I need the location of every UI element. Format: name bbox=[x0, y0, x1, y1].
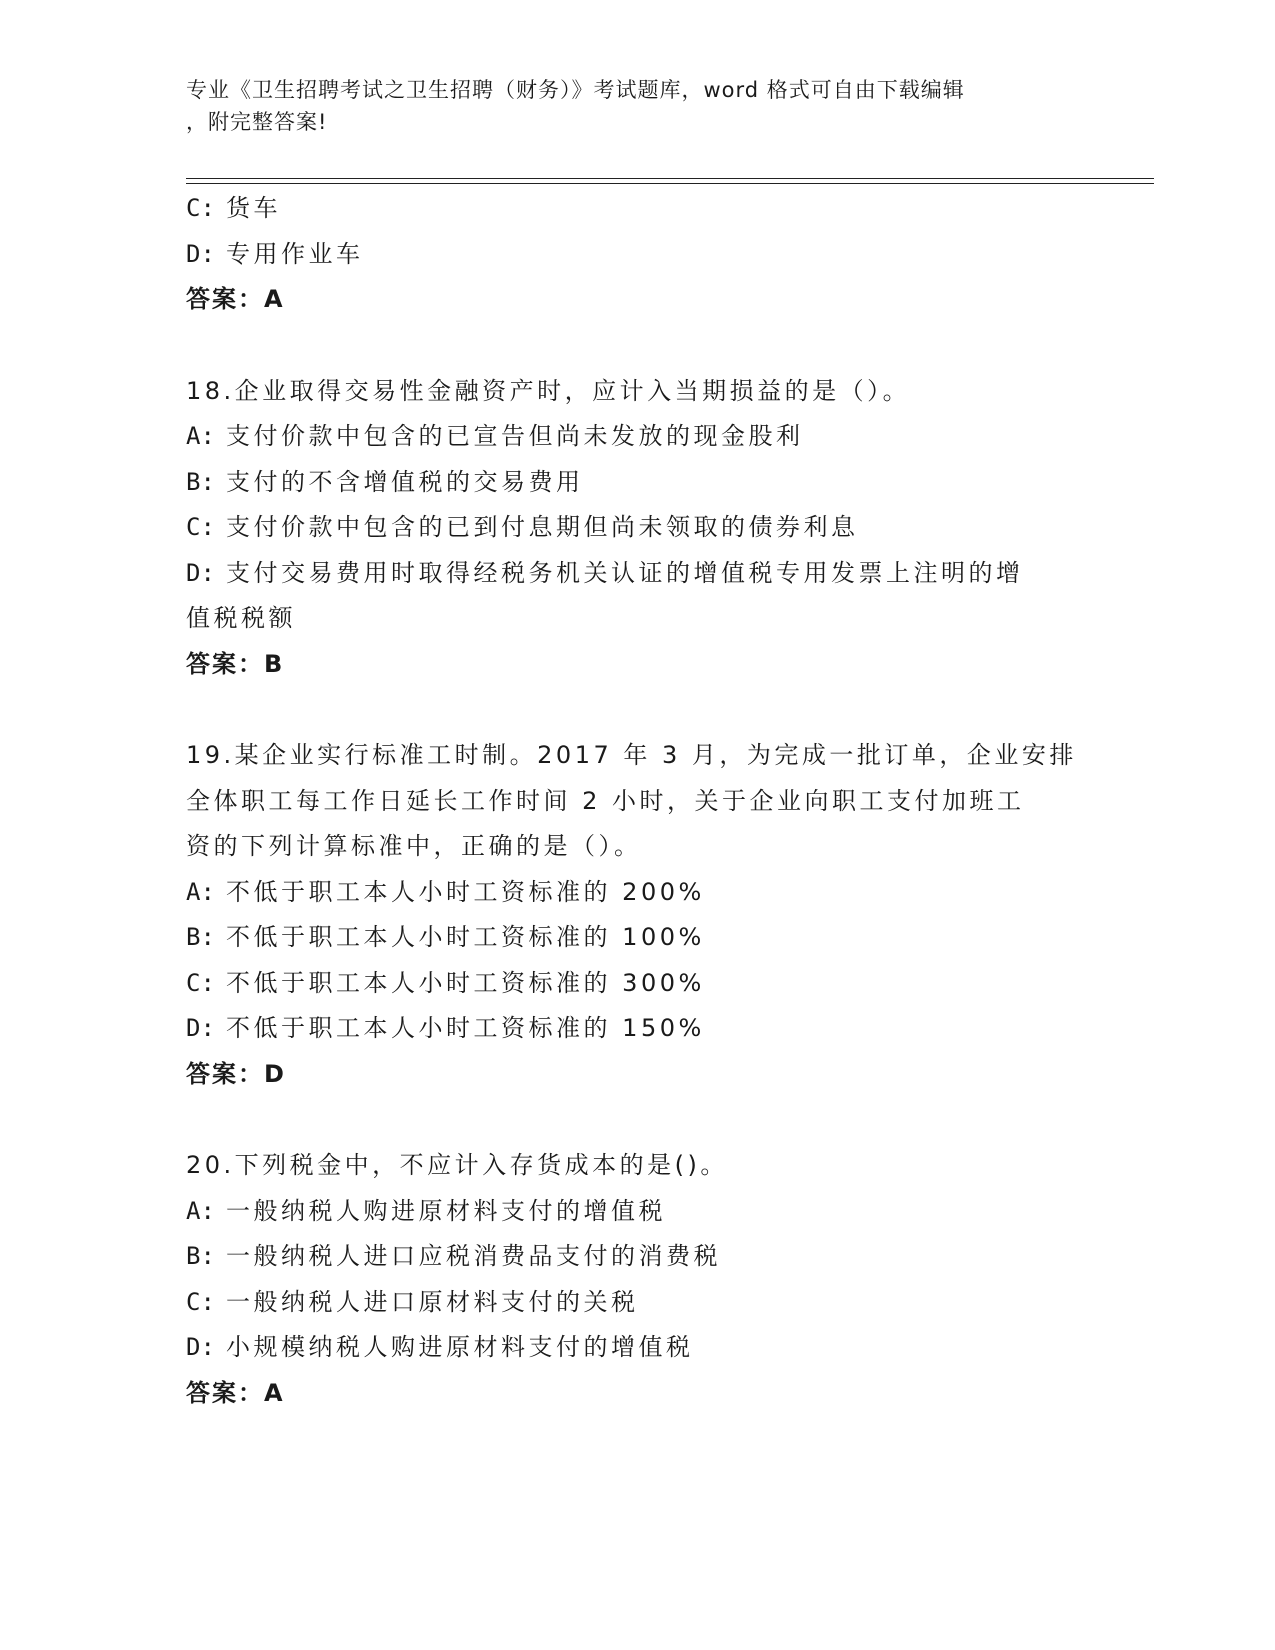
option-text: 支付价款中包含的已到付息期但尚未领取的债券利息 bbox=[226, 513, 859, 541]
question-17-continued bbox=[186, 186, 1086, 323]
option-text: 一般纳税人进口原材料支付的关税 bbox=[226, 1287, 639, 1316]
option-a bbox=[186, 1189, 1086, 1235]
option-text: 专用作业车 bbox=[226, 239, 364, 268]
option-d-continued: 值税税额 bbox=[186, 604, 296, 632]
option-text: 不低于职工本人小时工资标准的 300% bbox=[226, 968, 705, 997]
option-c bbox=[186, 1280, 1086, 1326]
option-text: 一般纳税人进口应税消费品支付的消费税 bbox=[226, 1242, 722, 1270]
header-line-2: ，附完整答案! bbox=[186, 110, 328, 134]
option-text: 不低于职工本人小时工资标准的 200% bbox=[226, 877, 705, 906]
question-19 bbox=[186, 733, 1086, 1097]
option-label: B: bbox=[186, 467, 215, 496]
question-stem: 18.企业取得交易性金融资产时，应计入当期损益的是（）。 bbox=[186, 376, 911, 405]
document-body bbox=[186, 186, 1086, 1416]
option-b bbox=[186, 915, 1086, 961]
option-label: D: bbox=[186, 1333, 215, 1361]
answer-line: 答案：A bbox=[186, 1378, 285, 1407]
document-header bbox=[186, 74, 1086, 138]
option-label: C: bbox=[186, 513, 215, 541]
header-line-1: 专业《卫生招聘考试之卫生招聘（财务）》考试题库，word 格式可自由下载编辑 bbox=[186, 78, 965, 102]
option-c bbox=[186, 505, 1086, 551]
option-text: 不低于职工本人小时工资标准的 150% bbox=[226, 1014, 705, 1042]
option-text: 支付交易费用时取得经税务机关认证的增值税专用发票上注明的增 bbox=[226, 558, 1024, 587]
question-20 bbox=[186, 1143, 1086, 1416]
option-label: A: bbox=[186, 877, 215, 906]
option-text: 货车 bbox=[226, 194, 282, 222]
option-label: A: bbox=[186, 1196, 215, 1225]
option-label: B: bbox=[186, 923, 215, 951]
option-b bbox=[186, 1234, 1086, 1280]
option-label: D: bbox=[186, 558, 215, 587]
option-label: D: bbox=[186, 239, 215, 268]
question-spacer bbox=[186, 1097, 1086, 1143]
question-stem: 19.某企业实行标准工时制。2017 年 3 月，为完成一批订单，企业安排 bbox=[186, 741, 1077, 769]
option-label: C: bbox=[186, 968, 215, 997]
option-d bbox=[186, 232, 1086, 278]
option-a bbox=[186, 870, 1086, 916]
option-c bbox=[186, 186, 1086, 232]
option-label: A: bbox=[186, 422, 215, 450]
option-label: C: bbox=[186, 194, 215, 222]
header-divider bbox=[186, 178, 1154, 184]
option-label: D: bbox=[186, 1014, 215, 1042]
option-d bbox=[186, 1325, 1086, 1371]
option-text: 小规模纳税人购进原材料支付的增值税 bbox=[226, 1333, 694, 1361]
answer-line: 答案：D bbox=[186, 1059, 286, 1088]
option-label: C: bbox=[186, 1287, 215, 1316]
option-text: 支付价款中包含的已宣告但尚未发放的现金股利 bbox=[226, 422, 804, 450]
option-text: 一般纳税人购进原材料支付的增值税 bbox=[226, 1196, 667, 1225]
option-d bbox=[186, 1006, 1086, 1052]
option-c bbox=[186, 961, 1086, 1007]
question-stem: 资的下列计算标准中，正确的是（）。 bbox=[186, 832, 642, 860]
answer-line: 答案：A bbox=[186, 285, 285, 313]
option-text: 支付的不含增值税的交易费用 bbox=[226, 467, 584, 496]
question-stem: 全体职工每工作日延长工作时间 2 小时，关于企业向职工支付加班工 bbox=[186, 786, 1025, 815]
option-label: B: bbox=[186, 1242, 215, 1270]
option-b bbox=[186, 460, 1086, 506]
question-stem: 20.下列税金中，不应计入存货成本的是()。 bbox=[186, 1151, 728, 1179]
question-spacer bbox=[186, 687, 1086, 733]
option-a bbox=[186, 414, 1086, 460]
question-18 bbox=[186, 369, 1086, 688]
option-text: 不低于职工本人小时工资标准的 100% bbox=[226, 923, 705, 951]
answer-line: 答案：B bbox=[186, 649, 285, 678]
question-spacer bbox=[186, 323, 1086, 369]
option-d bbox=[186, 551, 1086, 597]
